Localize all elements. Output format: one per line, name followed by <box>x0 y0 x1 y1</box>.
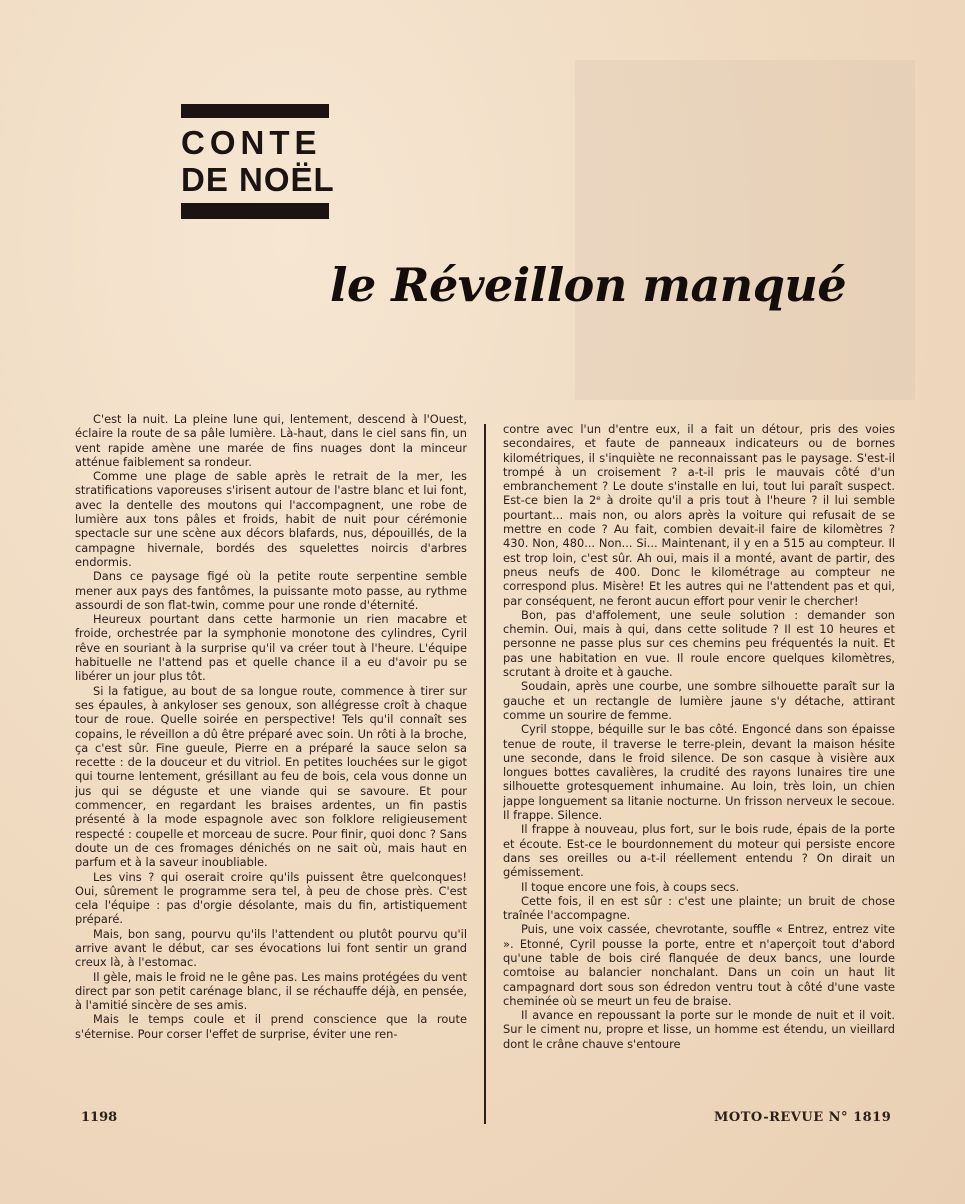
paragraph: Si la fatigue, au bout de sa longue route, commence à tirer sur ses épaules, à ankyloser ses genoux, son allégresse croît à chaque tour de roue. Quelle soirée en perspective! Tels qu'il connaît ses copains, le réveillon a dû être préparé avec soin. Un rôti à la broche, ça c'est sûr. Fine gueule, Pierre en a préparé la sauce selon sa recette : de la douceur et du vitriol. En petites louchées sur le gigot qui tourne lentement, grésillant au feu de bois, cela vous donne un jus qui se déguste et une viande qui se savoure. Et pour commencer, en regardant les braises ardentes, un fin pastis présenté à la mode espagnole avec son folklore religieusement respecté : coupelle et morceau de sucre. Pour finir, quoi donc ? Sans doute un de ces fromages dénichés on ne sait où, mais haut en parfum et à la saveur inoubliable. <box>75 683 467 870</box>
paragraph: Cette fois, il en est sûr : c'est une plainte; un bruit de chose traînée l'accompagne. <box>503 893 895 923</box>
paragraph: Mais, bon sang, pourvu qu'ils l'attendent ou plutôt pourvu qu'il arrive avant le début, car ses évocations lui font sentir un grand creux là, à l'estomac. <box>75 926 467 970</box>
kicker-line-1: CONTE <box>181 124 322 161</box>
paragraph: Les vins ? qui oserait croire qu'ils puissent être quelconques! Oui, sûrement le programme sera tel, à peu de chose près. C'est cela l'équipe : pas d'orgie désolante, mais du fin, artistiquement préparé. <box>75 869 467 927</box>
left-column <box>75 412 467 1092</box>
magazine-issue: MOTO-REVUE N° 1819 <box>714 1110 892 1125</box>
paragraph: C'est la nuit. La pleine lune qui, lentement, descend à l'Ouest, éclaire la route de sa pâle lumière. Là-haut, dans le ciel sans fin, un vent rapide amène une marée de fins nuages dont la minceur atténue faiblement sa rondeur. <box>75 412 467 469</box>
kicker <box>181 124 371 198</box>
article-headline: le Réveillon manqué <box>330 258 847 312</box>
paragraph: Dans ce paysage figé où la petite route serpentine semble mener aux pays des fantômes, la puissante moto passe, au rythme assourdi de son flat-twin, comme pour une ronde d'éternité. <box>75 569 467 612</box>
paragraph: Puis, une voix cassée, chevrotante, souffle « Entrez, entrez vite ». Etonné, Cyril pousse la porte, entre et n'aperçoit tout d'abord qu'une table de bois ciré flanquée de deux bancs, une lourde comtoise au balancier nonchalant. Dans un coin un haut lit campagnard dort sous son édredon ventru tout à côté d'une vaste cheminée où se meurt un feu de braise. <box>503 922 895 1008</box>
right-column <box>503 422 895 1087</box>
paragraph: Heureux pourtant dans cette harmonie un rien macabre et froide, orchestrée par la symphonie monotone des cylindres, Cyril rêve en souriant à la surprise qu'il va créer tout à l'heure. L'équipe habituelle ne l'attend pas et quelle chance il a eu d'avoir pu se libérer un jour plus tôt. <box>75 612 467 684</box>
paragraph: Il avance en repoussant la porte sur le monde de nuit et il voit. Sur le ciment nu, propre et lisse, un homme est étendu, un vieillard dont le crâne chauve s'entoure <box>503 1008 895 1051</box>
paragraph: contre avec l'un d'entre eux, il a fait un détour, pris des voies secondaires, et faute de panneaux indicateurs ou de bornes kilométriques, il s'inquiète ne reconnaissant pas le paysage. S'est-il trompé à un croisement ? a-t-il pris le mauvais côté d'un embranchement ? Le doute s'installe en lui, tout lui paraît suspect. Est-ce bien la 2ᵉ à droite qu'il a pris tout à l'heure ? il lui semble pourtant... mais non, ou alors après la voiture qui refusait de se mettre en code ? Au fait, combien devait-il faire de kilomètres ? 430. Non, 480... Non... Si... Maintenant, il y en a 515 au compteur. Il est trop loin, c'est sûr. Ah oui, mais il a monté, avant de partir, des pneus neufs de 400. Donc le kilométrage au compteur ne correspond plus. Misère! Et les autres qui ne l'attendent pas et qui, par conséquent, ne feront aucun effort pour venir le chercher! <box>503 422 895 608</box>
kicker-rule-top <box>181 104 329 118</box>
kicker-line-2: DE NOËL <box>181 161 335 198</box>
column-divider <box>484 424 486 1124</box>
show-through-block <box>575 60 915 400</box>
paragraph: Il gèle, mais le froid ne le gêne pas. Les mains protégées du vent direct par son petit carénage blanc, il se réchauffe déjà, en pensée, à l'amitié sincère de ses amis. <box>75 969 467 1013</box>
paragraph: Mais le temps coule et il prend conscience que la route s'éternise. Pour corser l'effet de surprise, éviter une ren- <box>75 1012 467 1041</box>
paragraph: Bon, pas d'affolement, une seule solution : demander son chemin. Oui, mais à qui, dans cette solitude ? Il est 10 heures et personne ne passe plus sur ces chemins peu fréquentés la nuit. Et pas une habitation en vue. Il roule encore quelques kilomètres, scrutant à droite et à gauche. <box>503 607 895 680</box>
paragraph: Il toque encore une fois, à coups secs. <box>521 879 740 894</box>
paragraph: Il frappe à nouveau, plus fort, sur le bois rude, épais de la porte et écoute. Est-ce le bourdonnement du moteur qui persiste encore dans ses oreilles ou a-t-il réellement entendu ? On dirait un gémissement. <box>503 822 895 880</box>
kicker-rule-bottom <box>181 203 329 219</box>
page-number: 1198 <box>81 1110 118 1125</box>
paragraph: Cyril stoppe, béquille sur le bas côté. Engoncé dans son épaisse tenue de route, il traverse le terre-plein, devant la maison hésite une seconde, dans le froid silence. De son casque à visière aux longues bottes cavalières, la crudité des rayons lunaires tire une silhouette grotesquement inhumaine. Au loin, très loin, un chien jappe longuement sa litanie nocturne. Un frisson nerveux le secoue. Il frappe. Silence. <box>503 722 895 823</box>
paragraph: Soudain, après une courbe, une sombre silhouette paraît sur la gauche et un rectangle de lumière jaune s'y détache, attirant comme un sourire de femme. <box>503 679 895 722</box>
paragraph: Comme une plage de sable après le retrait de la mer, les stratifications vaporeuses s'irisent autour de l'astre blanc et lui font, avec la dentelle des moutons qui l'accompagnent, une robe de lumière aux tons pâles et froids, habit de nuit pour cérémonie spectacle sur une scène aux décors blafards, nus, dépouillés, de la campagne hivernale, bordés des squelettes noircis d'arbres endormis. <box>75 469 467 569</box>
